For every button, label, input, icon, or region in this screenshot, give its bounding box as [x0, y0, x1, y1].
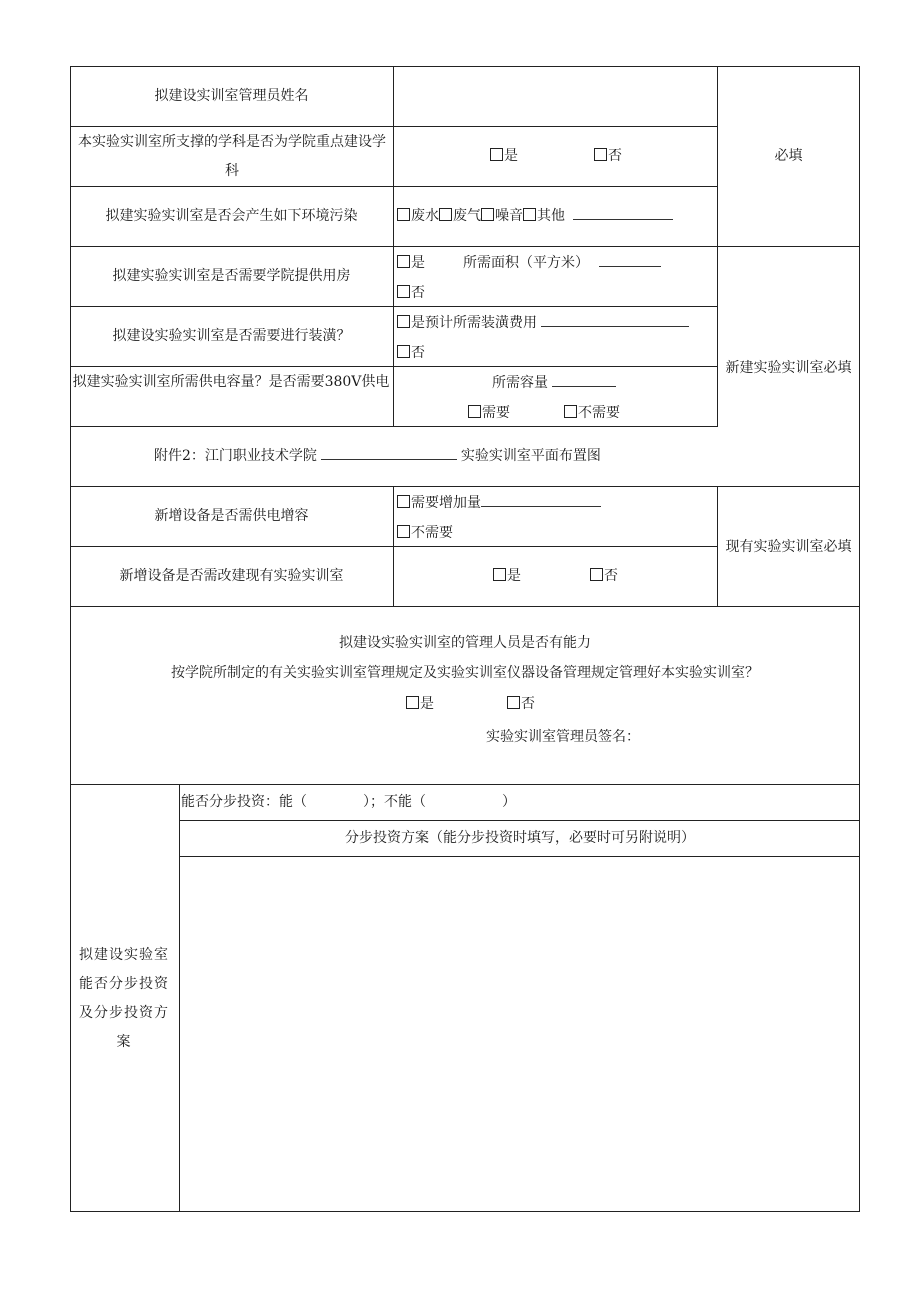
option-label: 否 — [411, 285, 425, 301]
option-label: 是 — [420, 696, 434, 712]
row-divider-9 — [70, 606, 860, 607]
pollution-options — [397, 201, 673, 231]
option-label: 需要 — [482, 405, 510, 421]
decoration-no-option[interactable] — [397, 338, 425, 368]
key-discipline-no-option[interactable] — [594, 141, 622, 171]
table-border-bottom — [70, 1211, 860, 1212]
option-label: 否 — [411, 345, 425, 361]
housing-area — [463, 248, 661, 278]
row-divider-10 — [70, 784, 860, 785]
area-blank[interactable] — [599, 252, 661, 267]
option-label: 否 — [608, 148, 622, 164]
pollution-option-noise[interactable] — [481, 208, 523, 224]
investment-side-label: 拟建设实验室能否分步投资及分步投资方案 — [79, 947, 169, 1050]
checkbox-icon — [590, 568, 603, 581]
checkbox-icon — [564, 405, 577, 418]
equip-power-need-option[interactable] — [397, 488, 601, 518]
row-divider-4 — [70, 306, 718, 307]
close-paren: ） — [502, 794, 516, 810]
decoration-yes-option[interactable] — [397, 308, 689, 338]
checkbox-icon — [397, 315, 410, 328]
equip-rebuild-label: 新增设备是否需改建现有实验实训室 — [119, 568, 344, 584]
manager-name-label: 拟建设实训室管理员姓名 — [154, 88, 309, 104]
plan-content-area[interactable] — [180, 857, 858, 1210]
cannot-label: ）；不能（ — [363, 794, 426, 810]
plan-header: 分步投资方案（能分步投资时填写，必要时可另附说明） — [345, 830, 695, 846]
ability-question-line1: 拟建设实验实训室的管理人员是否有能力 — [339, 635, 591, 651]
equip-rebuild-no-option[interactable] — [590, 561, 618, 591]
existing-lab-note: 现有实验实训室必填 — [725, 539, 852, 555]
capacity-blank[interactable] — [552, 372, 616, 387]
option-label: 不需要 — [411, 525, 453, 541]
option-label: 是预计所需装潢费用 — [411, 315, 537, 331]
row-divider-3 — [70, 246, 860, 247]
row-divider-6 — [70, 426, 718, 427]
new-lab-note: 新建实验实训室必填 — [725, 360, 852, 376]
decoration-cost-blank[interactable] — [541, 312, 689, 327]
manager-name-field[interactable] — [394, 67, 716, 125]
option-label: 废气 — [453, 208, 481, 224]
checkbox-icon — [493, 568, 506, 581]
application-form-table — [70, 66, 860, 1212]
option-label: 是 — [507, 568, 521, 584]
pollution-label: 拟建实验实训室是否会产生如下环境污染 — [105, 208, 358, 224]
pollution-option-exhaust[interactable] — [439, 208, 481, 224]
area-label: 所需面积（平方米） — [463, 255, 589, 271]
option-label: 否 — [521, 696, 535, 712]
equip-rebuild-yes-option[interactable] — [493, 561, 521, 591]
housing-label: 拟建实验实训室是否需要学院提供用房 — [112, 268, 351, 284]
can-label: 能否分步投资：能（ — [181, 794, 307, 810]
power-capacity — [492, 368, 616, 398]
checkbox-icon — [439, 208, 452, 221]
attachment-blank[interactable] — [321, 445, 457, 460]
pollution-other-blank[interactable] — [573, 205, 673, 220]
checkbox-icon — [490, 148, 503, 161]
row-divider-2 — [70, 186, 718, 187]
housing-no-option[interactable] — [397, 278, 425, 308]
checkbox-icon — [468, 405, 481, 418]
row-divider-1 — [70, 126, 718, 127]
key-discipline-yes-option[interactable] — [490, 141, 518, 171]
checkbox-icon — [397, 345, 410, 358]
attachment-suffix: 实验实训室平面布置图 — [460, 448, 601, 464]
option-label: 否 — [604, 568, 618, 584]
checkbox-icon — [397, 255, 410, 268]
option-label: 需要增加量 — [411, 495, 481, 511]
option-label: 噪音 — [495, 208, 523, 224]
checkbox-icon — [523, 208, 536, 221]
key-discipline-label: 本实验实训室所支撑的学科是否为学院重点建设学科 — [78, 134, 386, 179]
pollution-option-other[interactable] — [523, 208, 565, 224]
ability-yes-option[interactable] — [406, 689, 434, 719]
row-divider-7 — [70, 486, 860, 487]
power-no-need-option[interactable] — [564, 398, 620, 428]
option-label: 其他 — [537, 208, 565, 224]
power-need-option[interactable] — [468, 398, 510, 428]
option-label: 废水 — [411, 208, 439, 224]
checkbox-icon — [481, 208, 494, 221]
checkbox-icon — [507, 696, 520, 709]
checkbox-icon — [397, 495, 410, 508]
checkbox-icon — [397, 285, 410, 298]
power-label: 拟建实验实训室所需供电容量？是否需要380V供电 — [72, 374, 390, 390]
ability-no-option[interactable] — [507, 689, 535, 719]
housing-yes-option[interactable] — [397, 248, 425, 278]
checkbox-icon — [397, 525, 410, 538]
option-label: 是 — [411, 255, 425, 271]
option-label: 不需要 — [578, 405, 620, 421]
capacity-label: 所需容量 — [492, 375, 548, 391]
row-divider-8 — [70, 546, 718, 547]
manager-signature-label: 实验实训室管理员签名： — [486, 729, 640, 745]
pollution-option-wastewater[interactable] — [397, 208, 439, 224]
required-note: 必填 — [774, 148, 803, 164]
attachment-line — [154, 441, 601, 471]
option-label: 是 — [504, 148, 518, 164]
increase-blank[interactable] — [481, 492, 601, 507]
checkbox-icon — [397, 208, 410, 221]
ability-question-line2: 按学院所制定的有关实验实训室管理规定及实验实训室仪器设备管理规定管理好本实验实训室？ — [171, 665, 759, 681]
equip-power-label: 新增设备是否需供电增容 — [154, 508, 309, 524]
attachment-prefix: 附件2：江门职业技术学院 — [154, 448, 317, 464]
row-divider-5 — [70, 366, 718, 367]
row-divider-11 — [179, 820, 860, 821]
investment-question — [181, 787, 516, 817]
equip-power-no-need-option[interactable] — [397, 518, 453, 548]
checkbox-icon — [594, 148, 607, 161]
decoration-label: 拟建设实验实训室是否需要进行装潢？ — [112, 328, 351, 344]
checkbox-icon — [406, 696, 419, 709]
